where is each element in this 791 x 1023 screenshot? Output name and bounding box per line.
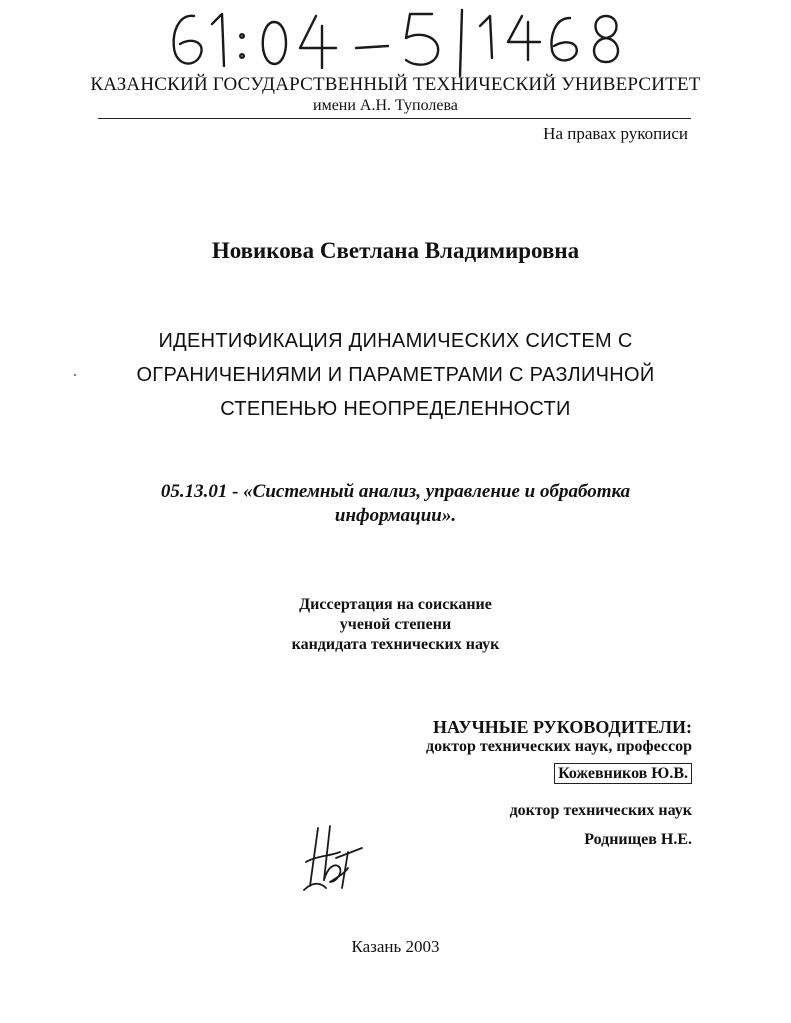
supervisor-name: Роднищев Н.Е. <box>584 831 692 848</box>
scan-artifact-dot <box>74 374 76 376</box>
thesis-title-line: СТЕПЕНЬЮ НЕОПРЕДЕЛЕННОСТИ <box>220 398 571 420</box>
supervisor-title: доктор технических наук <box>509 802 692 819</box>
city-and-year: Казань 2003 <box>351 937 440 956</box>
thesis-title-line: ИДЕНТИФИКАЦИЯ ДИНАМИЧЕСКИХ СИСТЕМ С <box>158 330 633 352</box>
degree-line: кандидата технических наук <box>291 636 500 653</box>
author-name: Новикова Светлана Владимировна <box>211 238 580 263</box>
signature-mark <box>296 822 372 894</box>
header-divider <box>98 118 691 119</box>
named-after-line: имени А.Н. Туполева <box>313 97 458 114</box>
university-name: КАЗАНСКИЙ ГОСУДАРСТВЕННЫЙ ТЕХНИЧЕСКИЙ УНИВЕРСИТЕТ <box>90 74 701 95</box>
degree-line: Диссертация на соискание <box>299 596 492 613</box>
thesis-title-line: ОГРАНИЧЕНИЯМИ И ПАРАМЕТРАМИ С РАЗЛИЧНОЙ <box>136 364 655 386</box>
degree-line: ученой степени <box>339 616 452 633</box>
specialty-line: информации». <box>334 505 457 526</box>
rights-note: На правах рукописи <box>543 124 688 143</box>
handwritten-accession-code <box>150 4 630 78</box>
supervisor-name-boxed: Кожевников Ю.В. <box>554 763 692 784</box>
supervisor-title: доктор технических наук, профессор <box>425 738 692 755</box>
specialty-line: 05.13.01 - «Системный анализ, управление и обработка <box>160 481 631 502</box>
supervisors-heading: НАУЧНЫЕ РУКОВОДИТЕЛИ: <box>432 717 692 737</box>
